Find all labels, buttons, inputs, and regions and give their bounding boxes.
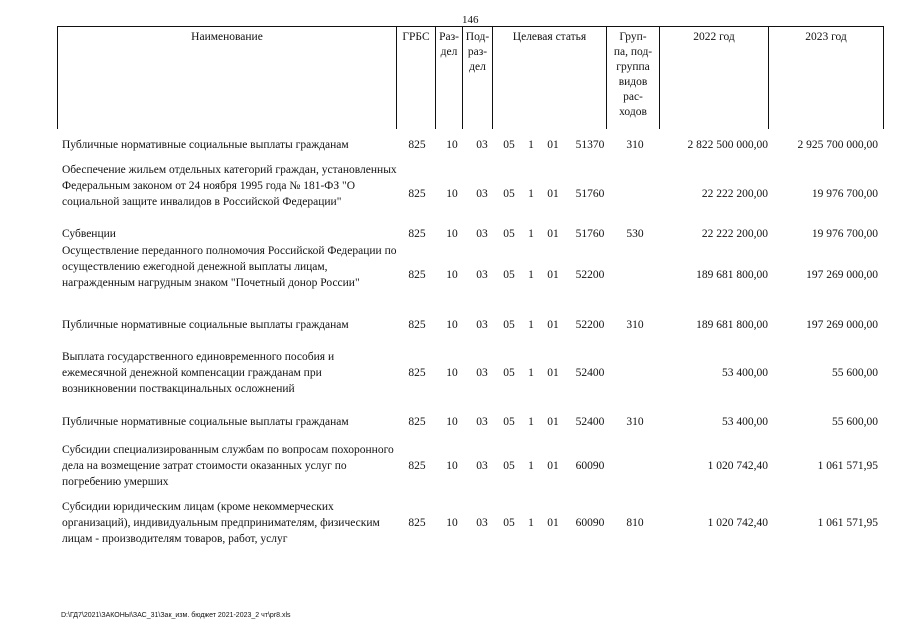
cell-rz: 10 <box>446 416 458 428</box>
row-name: Публичные нормативные социальные выплаты гражданам <box>62 319 349 331</box>
header-group: Груп- па, под- группа видов рас- ходов <box>607 27 660 129</box>
cell-t3: 01 <box>547 367 559 379</box>
cell-t4: 51370 <box>575 139 605 151</box>
table-row <box>0 162 905 226</box>
cell-t3: 01 <box>547 228 559 240</box>
file-path-footer: D:\ГД7\2021\ЗАКОНЫ\ЗАС_31\Зак_изм. бюджет 2021-2023_2 чт\pr8.xls <box>61 612 291 619</box>
row-name: Публичные нормативные социальные выплаты гражданам <box>62 416 349 428</box>
header-2023: 2023 год <box>769 27 884 129</box>
cell-y2022: 2 822 500 000,00 <box>687 139 768 151</box>
cell-vr: 530 <box>626 228 644 240</box>
cell-grbs: 825 <box>408 139 426 151</box>
cell-pr: 03 <box>476 460 488 472</box>
cell-t2: 1 <box>528 416 534 428</box>
table-row <box>0 349 905 397</box>
cell-t2: 1 <box>528 460 534 472</box>
table-row <box>0 317 905 333</box>
cell-t2: 1 <box>528 188 534 200</box>
cell-rz: 10 <box>446 460 458 472</box>
cell-grbs: 825 <box>408 517 426 529</box>
header-target: Целевая статья <box>493 27 607 129</box>
cell-y2022: 1 020 742,40 <box>707 517 768 529</box>
cell-t2: 1 <box>528 367 534 379</box>
cell-t4: 51760 <box>575 188 605 200</box>
cell-t3: 01 <box>547 319 559 331</box>
cell-rz: 10 <box>446 228 458 240</box>
table-header <box>57 26 884 129</box>
cell-t2: 1 <box>528 517 534 529</box>
header-2022: 2022 год <box>660 27 769 129</box>
cell-t4: 52200 <box>575 319 605 331</box>
cell-t2: 1 <box>528 269 534 281</box>
header-razdel: Раз- дел <box>436 27 463 129</box>
cell-y2023: 197 269 000,00 <box>806 319 878 331</box>
cell-y2023: 55 600,00 <box>832 416 878 428</box>
cell-grbs: 825 <box>408 367 426 379</box>
cell-rz: 10 <box>446 188 458 200</box>
cell-t4: 60090 <box>575 460 605 472</box>
header-podrazdel: Под- раз- дел <box>463 27 493 129</box>
cell-t1: 05 <box>503 460 515 472</box>
cell-t3: 01 <box>547 460 559 472</box>
row-name: Субсидии юридическим лицам (кроме некоммерческих организаций), индивидуальным предпринимателям, физическим лицам - производителям товаров, работ, услуг <box>62 501 380 545</box>
cell-y2023: 55 600,00 <box>832 367 878 379</box>
cell-vr: 310 <box>626 319 644 331</box>
cell-y2023: 2 925 700 000,00 <box>797 139 878 151</box>
table-row <box>0 137 905 153</box>
cell-pr: 03 <box>476 269 488 281</box>
cell-pr: 03 <box>476 319 488 331</box>
cell-t1: 05 <box>503 517 515 529</box>
cell-grbs: 825 <box>408 188 426 200</box>
header-grbs: ГРБС <box>397 27 436 129</box>
cell-t1: 05 <box>503 319 515 331</box>
cell-t1: 05 <box>503 416 515 428</box>
cell-t1: 05 <box>503 269 515 281</box>
cell-y2023: 19 976 700,00 <box>811 188 878 200</box>
cell-t1: 05 <box>503 139 515 151</box>
cell-y2023: 1 061 571,95 <box>817 460 878 472</box>
cell-t4: 51760 <box>575 228 605 240</box>
cell-t2: 1 <box>528 228 534 240</box>
cell-t1: 05 <box>503 367 515 379</box>
cell-t1: 05 <box>503 188 515 200</box>
cell-pr: 03 <box>476 228 488 240</box>
cell-grbs: 825 <box>408 319 426 331</box>
row-name: Публичные нормативные социальные выплаты гражданам <box>62 139 349 151</box>
cell-y2023: 1 061 571,95 <box>817 517 878 529</box>
cell-rz: 10 <box>446 367 458 379</box>
row-name: Осуществление переданного полномочия Российской Федерации по осуществлению ежегодной денежной выплаты лицам, награжденным нагрудным знаком "Почетный донор России" <box>62 245 397 289</box>
cell-grbs: 825 <box>408 228 426 240</box>
row-name: Обеспечение жильем отдельных категорий граждан, установленных Федеральным законом от 24 ноября 1995 года № 181-ФЗ "О социальной защите инвалидов в Российской Федерации" <box>62 164 397 208</box>
cell-y2022: 53 400,00 <box>722 367 768 379</box>
table-row <box>0 243 905 307</box>
cell-y2023: 19 976 700,00 <box>811 228 878 240</box>
table-row <box>0 226 905 242</box>
cell-pr: 03 <box>476 416 488 428</box>
table-row <box>0 442 905 490</box>
cell-vr: 310 <box>626 139 644 151</box>
cell-t3: 01 <box>547 517 559 529</box>
cell-rz: 10 <box>446 517 458 529</box>
cell-t3: 01 <box>547 416 559 428</box>
header-name: Наименование <box>58 27 397 129</box>
cell-y2022: 189 681 800,00 <box>696 319 768 331</box>
cell-y2022: 22 222 200,00 <box>701 188 768 200</box>
cell-y2022: 53 400,00 <box>722 416 768 428</box>
row-name: Выплата государственного единовременного пособия и ежемесячной денежной компенсации гражданам при возникновении поствакцинальных осложнений <box>62 351 335 395</box>
cell-t1: 05 <box>503 228 515 240</box>
cell-t4: 52200 <box>575 269 605 281</box>
cell-rz: 10 <box>446 139 458 151</box>
cell-pr: 03 <box>476 517 488 529</box>
cell-t2: 1 <box>528 139 534 151</box>
cell-grbs: 825 <box>408 269 426 281</box>
cell-grbs: 825 <box>408 416 426 428</box>
table-row <box>0 499 905 547</box>
cell-grbs: 825 <box>408 460 426 472</box>
cell-y2023: 197 269 000,00 <box>806 269 878 281</box>
table-row <box>0 414 905 430</box>
cell-vr: 310 <box>626 416 644 428</box>
cell-pr: 03 <box>476 139 488 151</box>
cell-t4: 60090 <box>575 517 605 529</box>
cell-rz: 10 <box>446 269 458 281</box>
cell-t3: 01 <box>547 139 559 151</box>
page-number: 146 <box>462 14 479 26</box>
row-name: Субсидии специализированным службам по вопросам похоронного дела на возмещение затрат стоимости оказанных услуг по погребению умерших <box>62 444 394 488</box>
cell-t4: 52400 <box>575 416 605 428</box>
cell-vr: 810 <box>626 517 644 529</box>
cell-y2022: 1 020 742,40 <box>707 460 768 472</box>
cell-t2: 1 <box>528 319 534 331</box>
cell-rz: 10 <box>446 319 458 331</box>
cell-pr: 03 <box>476 188 488 200</box>
cell-t3: 01 <box>547 188 559 200</box>
cell-y2022: 22 222 200,00 <box>701 228 768 240</box>
cell-pr: 03 <box>476 367 488 379</box>
row-name: Субвенции <box>62 228 116 240</box>
cell-y2022: 189 681 800,00 <box>696 269 768 281</box>
cell-t3: 01 <box>547 269 559 281</box>
cell-t4: 52400 <box>575 367 605 379</box>
